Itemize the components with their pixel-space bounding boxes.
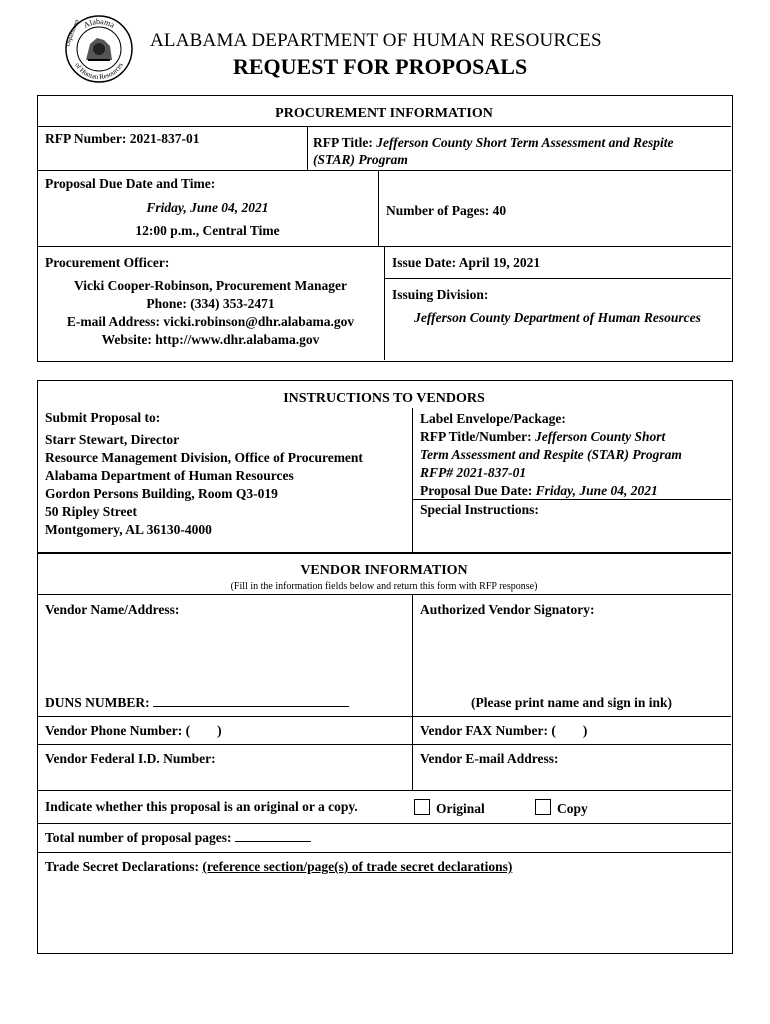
total-pages-input-line[interactable]: [235, 841, 311, 842]
special-instructions: Special Instructions:: [420, 502, 539, 517]
officer-email[interactable]: E-mail Address: vicki.robinson@dhr.alabama.gov: [66, 314, 355, 329]
copy-option[interactable]: Copy: [535, 799, 588, 817]
address-line: Alabama Department of Human Resources: [45, 468, 294, 483]
due-time-value: 12:00 p.m., Central Time: [135, 223, 280, 238]
agency-name: ALABAMA DEPARTMENT OF HUMAN RESOURCES: [150, 30, 602, 51]
officer-phone: Phone: (334) 353-2471: [146, 296, 275, 311]
seal-text-left: Department: [65, 18, 81, 48]
officer-website[interactable]: Website: http://www.dhr.alabama.gov: [101, 332, 320, 347]
copy-checkbox[interactable]: [535, 799, 551, 815]
issuing-division: Jefferson County Department of Human Resources: [414, 310, 701, 325]
address-line: Gordon Persons Building, Room Q3-019: [45, 486, 278, 501]
print-sign-note: (Please print name and sign in ink): [470, 695, 673, 710]
vendor-phone[interactable]: Vendor Phone Number: ( ): [45, 723, 222, 738]
document-title: REQUEST FOR PROPOSALS: [233, 54, 528, 79]
trade-secret-declarations[interactable]: Trade Secret Declarations: (reference section/page(s) of trade secret declarations): [45, 859, 513, 874]
officer-name: Vicki Cooper-Robinson, Procurement Manager: [74, 278, 347, 293]
vendor-heading: VENDOR INFORMATION: [300, 563, 468, 578]
vendor-signatory[interactable]: Authorized Vendor Signatory:: [420, 602, 595, 617]
seal-text-bottom: of Human Resources: [73, 61, 125, 82]
issue-date: Issue Date: April 19, 2021: [392, 255, 541, 270]
state-seal-logo: [64, 14, 134, 84]
seal-text-top: Alabama: [82, 16, 117, 30]
submit-label: Submit Proposal to:: [45, 410, 161, 425]
rfp-number: RFP Number: 2021-837-01: [45, 131, 200, 146]
total-pages[interactable]: Total number of proposal pages:: [45, 830, 311, 846]
vendor-subheading: (Fill in the information fields below and return this form with RFP response): [230, 581, 538, 592]
address-line: Montgomery, AL 36130-4000: [45, 522, 212, 537]
procurement-heading: PROCUREMENT INFORMATION: [275, 106, 493, 121]
original-option[interactable]: Original: [414, 799, 485, 817]
duns-input-line[interactable]: [153, 706, 349, 707]
label-envelope: Label Envelope/Package: RFP Title/Number: Jefferson County Short Term Assessment and Respite (STAR) Program RFP# 2021-837-01 Proposal Due Date: Friday, June 04, 2021: [420, 411, 682, 498]
original-copy-question: Indicate whether this proposal is an original or a copy.: [45, 799, 358, 814]
original-checkbox[interactable]: [414, 799, 430, 815]
issuing-division-label: Issuing Division:: [392, 287, 489, 302]
vendor-email[interactable]: Vendor E-mail Address:: [420, 751, 559, 766]
vendor-name-address[interactable]: Vendor Name/Address:: [45, 602, 180, 617]
number-of-pages: Number of Pages: 40: [386, 203, 507, 218]
address-line: Starr Stewart, Director: [45, 432, 180, 447]
vendor-fax[interactable]: Vendor FAX Number: ( ): [420, 723, 588, 738]
vendor-federal-id[interactable]: Vendor Federal I.D. Number:: [45, 751, 216, 766]
address-line: Resource Management Division, Office of Procurement: [45, 450, 363, 465]
due-date-value: Friday, June 04, 2021: [146, 200, 269, 215]
duns-number[interactable]: DUNS NUMBER:: [45, 695, 349, 711]
rfp-title: RFP Title: Jefferson County Short Term Assessment and Respite (STAR) Program: [313, 135, 674, 167]
officer-label: Procurement Officer:: [45, 255, 170, 270]
submit-address: [45, 431, 363, 539]
due-date-label: Proposal Due Date and Time:: [45, 176, 216, 191]
address-line: 50 Ripley Street: [45, 504, 137, 519]
instructions-heading: INSTRUCTIONS TO VENDORS: [283, 391, 485, 406]
